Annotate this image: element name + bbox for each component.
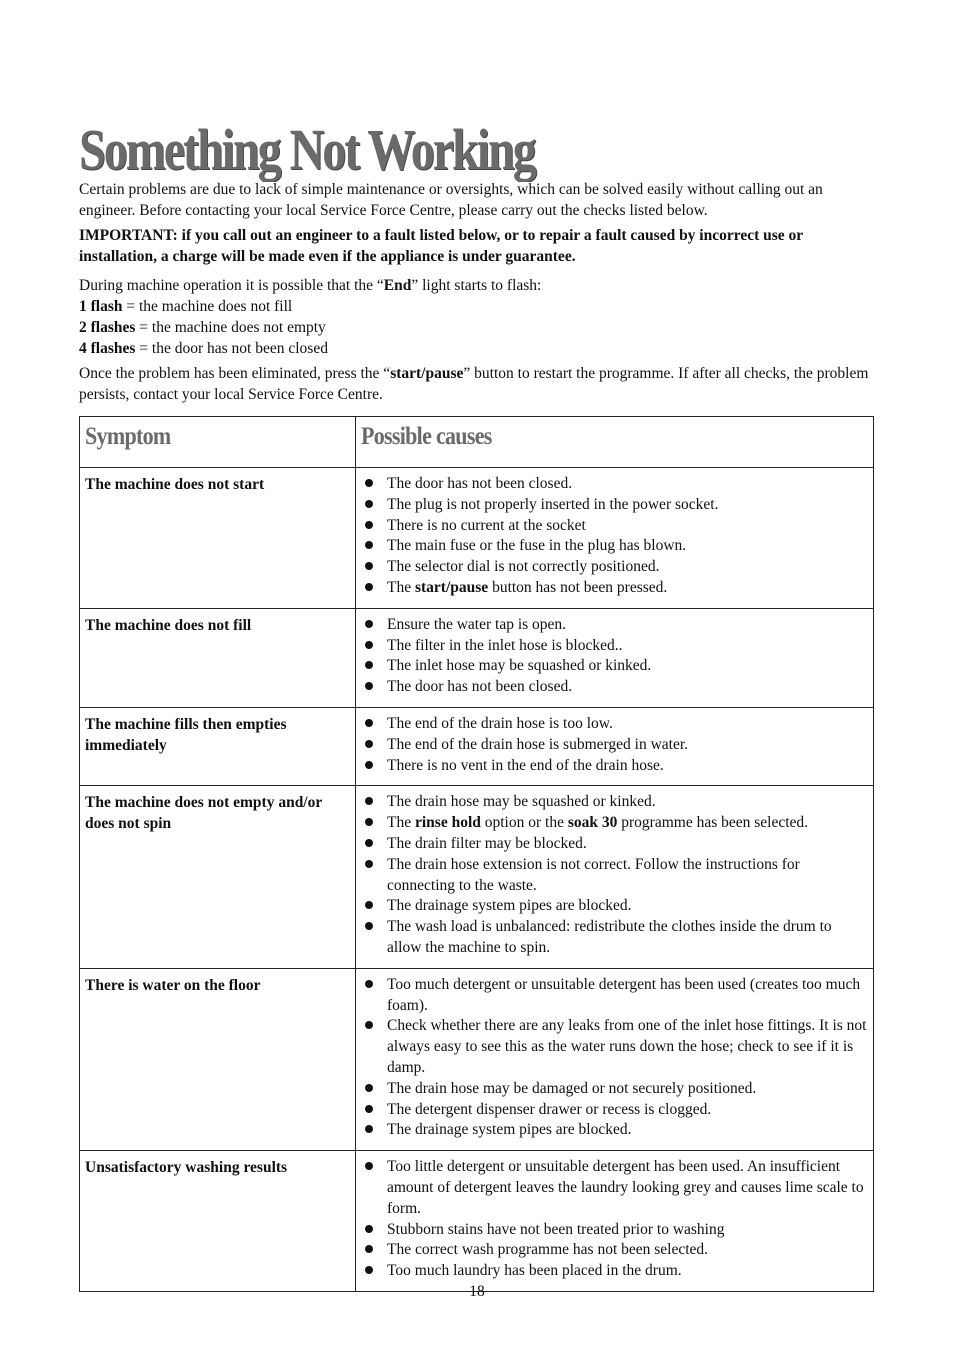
cause-text: There is no current at the socket (387, 516, 586, 534)
symptom-cell: Unsatisfactory washing results (80, 1151, 356, 1292)
cause-item (364, 656, 867, 677)
causes-cell (356, 786, 874, 968)
cause-text: The filter in the inlet hose is blocked.. (387, 636, 623, 654)
cause-item (364, 516, 867, 537)
cause-item (364, 792, 867, 813)
causes-cell (356, 468, 874, 609)
flash-codes (79, 275, 874, 359)
cause-text: Stubborn stains have not been treated prior to washing (387, 1220, 725, 1238)
cause-item (364, 636, 867, 657)
table-header-row (80, 417, 874, 468)
cause-text: The correct wash programme has not been selected. (387, 1241, 709, 1259)
bullet-icon (365, 719, 373, 727)
cause-text: Check whether there are any leaks from one of the inlet hose fittings. It is not always easy to see this as the water runs down the hose; check to see if it is damp. (387, 1017, 867, 1076)
causes-list (364, 474, 867, 599)
bullet-icon (365, 1125, 373, 1133)
bullet-icon (365, 980, 373, 988)
bullet-icon (365, 1021, 373, 1029)
flash-code-1: 1 flash = the machine does not fill (79, 298, 293, 315)
restart-instructions: Once the problem has been eliminated, press the “start/pause” button to restart the programme. If after all checks, the problem persists, contact your local Service Force Centre. (79, 365, 869, 403)
symptom-cell: The machine does not start (80, 468, 356, 609)
causes-column-header: Possible causes (356, 417, 874, 468)
cause-item (364, 855, 867, 897)
cause-text: programme has been selected. (617, 814, 809, 832)
bullet-icon (365, 818, 373, 826)
bullet-icon (365, 620, 373, 628)
bullet-icon (365, 500, 373, 508)
cause-text: The drainage system pipes are blocked. (387, 1121, 632, 1139)
symptom-cell: The machine does not empty and/or does not spin (80, 786, 356, 968)
page-title: Something Not Working (79, 116, 535, 182)
table-row (80, 707, 874, 785)
bullet-icon (365, 682, 373, 690)
cause-item (364, 474, 867, 495)
flash-code-4: 4 flashes = the door has not been closed (79, 340, 328, 357)
symptom-column-header: Symptom (80, 417, 356, 468)
cause-text: The drain filter may be blocked. (387, 834, 587, 852)
cause-text: The door has not been closed. (387, 475, 573, 492)
cause-text: The drain hose extension is not correct. Follow the instructions for connecting to the waste. (387, 855, 800, 894)
cause-text: The wash load is unbalanced: redistribute the clothes inside the drum to allow the machine to spin. (387, 918, 832, 956)
flash-code-2: 2 flashes = the machine does not empty (79, 319, 326, 336)
cause-text: The selector dial is not correctly positioned. (387, 558, 660, 576)
cause-item (364, 1120, 867, 1141)
table-body (80, 468, 874, 1292)
troubleshooting-table (79, 416, 874, 1292)
causes-list (364, 975, 867, 1141)
cause-bold-text: rinse hold (414, 814, 481, 832)
cause-text: Too much laundry has been placed in the drum. (387, 1262, 682, 1280)
cause-item (364, 834, 867, 855)
bullet-icon (365, 641, 373, 649)
cause-item (364, 714, 867, 735)
bullet-icon (365, 562, 373, 570)
cause-item (364, 536, 867, 557)
cause-item (364, 495, 867, 516)
bullet-icon (365, 479, 373, 487)
bullet-icon (365, 661, 373, 669)
cause-item (364, 1079, 867, 1100)
cause-item (364, 896, 867, 917)
bullet-icon (365, 1105, 373, 1113)
cause-text: There is no vent in the end of the drain hose. (387, 756, 664, 774)
bullet-icon (365, 797, 373, 805)
cause-text: Too much detergent or unsuitable detergent has been used (creates too much foam). (387, 975, 861, 1014)
important-notice: IMPORTANT: if you call out an engineer to a fault listed below, or to repair a fault caused by incorrect use or installation, a charge will be made even if the appliance is under guarantee. (79, 227, 803, 265)
cause-item (364, 1220, 867, 1241)
bullet-icon (365, 740, 373, 748)
table-row (80, 608, 874, 707)
cause-text: Too little detergent or unsuitable detergent has been used. An insufficient amount of detergent leaves the laundry looking grey and causes lime scale to form. (387, 1158, 864, 1217)
bullet-icon (365, 1084, 373, 1092)
cause-item (364, 756, 867, 777)
intro-section (79, 179, 874, 409)
bullet-icon (365, 1245, 373, 1253)
cause-item (364, 1157, 867, 1219)
cause-item (364, 677, 867, 698)
cause-text: The drain hose may be squashed or kinked. (387, 793, 656, 811)
bullet-icon (365, 1266, 373, 1274)
bullet-icon (365, 761, 373, 769)
bullet-icon (365, 839, 373, 847)
cause-text: The drainage system pipes are blocked. (387, 897, 632, 915)
cause-bold-text: soak 30 (567, 814, 618, 832)
table-row (80, 968, 874, 1150)
cause-text: The inlet hose may be squashed or kinked. (387, 657, 652, 675)
flash-intro: During machine operation it is possible that the “End” light starts to flash: (79, 277, 542, 294)
causes-list (364, 1157, 867, 1282)
causes-cell (356, 1151, 874, 1292)
cause-text: option or the (480, 814, 568, 832)
cause-text: The door has not been closed. (387, 678, 573, 696)
causes-list (364, 714, 867, 776)
cause-item (364, 1016, 867, 1078)
bullet-icon (365, 1225, 373, 1233)
causes-list (364, 792, 867, 958)
cause-item (364, 578, 867, 599)
cause-text: The drain hose may be damaged or not securely positioned. (387, 1079, 757, 1097)
causes-cell (356, 608, 874, 707)
cause-text: The main fuse or the fuse in the plug has blown. (387, 537, 687, 555)
cause-text: The detergent dispenser drawer or recess is clogged. (387, 1100, 712, 1118)
cause-item (364, 615, 867, 636)
symptom-cell: The machine does not fill (80, 608, 356, 707)
cause-bold-text: start/pause (414, 578, 489, 596)
symptom-cell: There is water on the floor (80, 968, 356, 1150)
table-row (80, 786, 874, 968)
cause-text: The end of the drain hose is too low. (387, 714, 613, 732)
cause-text: Ensure the water tap is open. (387, 615, 567, 633)
bullet-icon (365, 860, 373, 868)
bullet-icon (365, 541, 373, 549)
bullet-icon (365, 521, 373, 529)
causes-cell (356, 707, 874, 785)
causes-list (364, 615, 867, 698)
table-row (80, 1151, 874, 1292)
intro-paragraph: Certain problems are due to lack of simple maintenance or oversights, which can be solved easily without calling out an engineer. Before contacting your local Service Force Centre, please carry out the checks listed below. (79, 181, 823, 219)
cause-item (364, 557, 867, 578)
symptom-cell: The machine fills then empties immediately (80, 707, 356, 785)
cause-text: button has not been pressed. (488, 578, 668, 596)
bullet-icon (365, 901, 373, 909)
table-row (80, 468, 874, 609)
causes-cell (356, 968, 874, 1150)
cause-text: The (387, 814, 415, 832)
bullet-icon (365, 583, 373, 591)
cause-item (364, 917, 867, 959)
cause-text: The plug is not properly inserted in the power socket. (387, 495, 719, 513)
cause-item (364, 1261, 867, 1282)
cause-item (364, 1240, 867, 1261)
cause-text: The end of the drain hose is submerged in water. (387, 735, 689, 753)
cause-item (364, 735, 867, 756)
bullet-icon (365, 1162, 373, 1170)
cause-item (364, 1100, 867, 1121)
cause-text: The (387, 578, 415, 596)
cause-item (364, 813, 867, 834)
page-number: 18 (469, 1283, 485, 1300)
bullet-icon (365, 922, 373, 930)
cause-item (364, 975, 867, 1017)
